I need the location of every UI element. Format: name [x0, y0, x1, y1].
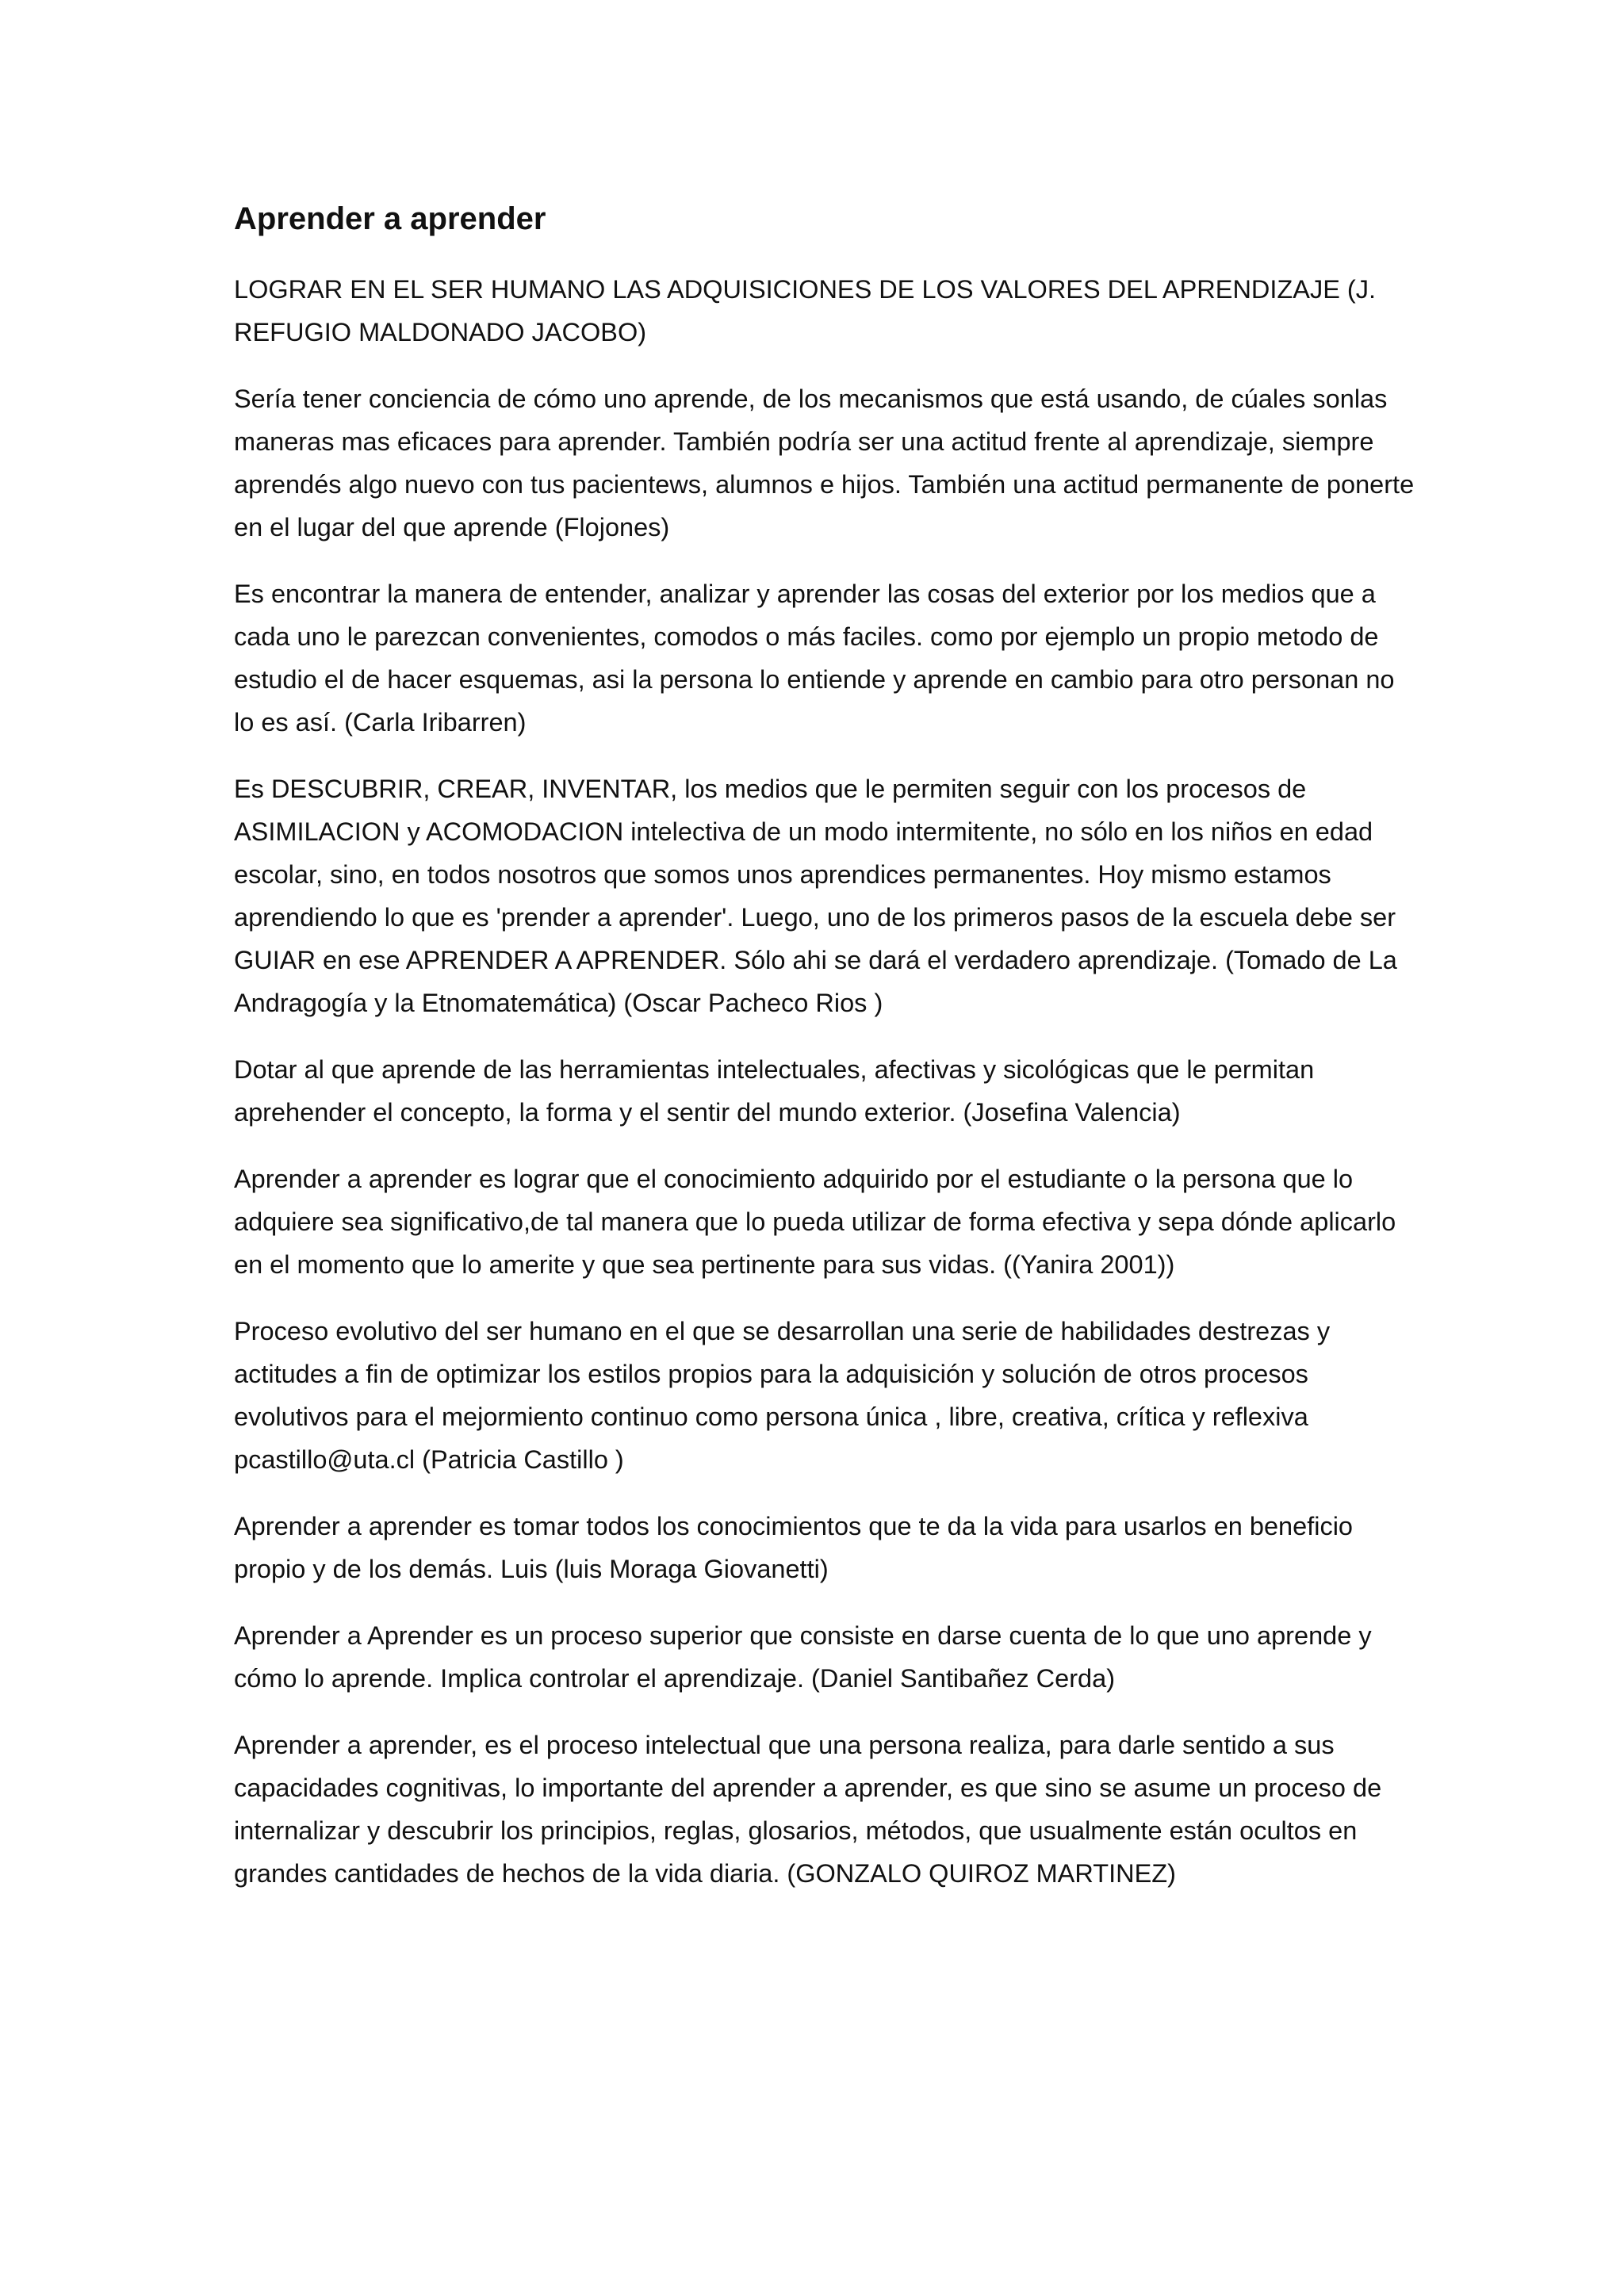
paragraph-6: Aprender a aprender es lograr que el conocimiento adquirido por el estudiante o la persona que lo adquiere sea significativo,de tal manera que lo pueda utilizar de forma efectiva y sepa dónde aplicarlo en el momento que lo amerite y que sea pertinente para sus vidas. ((Yanira 2001)): [234, 1165, 1396, 1279]
paragraph-9: Aprender a Aprender es un proceso superior que consiste en darse cuenta de lo que uno aprende y cómo lo aprende. Implica controlar el aprendizaje. (Daniel Santibañez Cerda): [234, 1621, 1372, 1693]
document-body: [234, 197, 1415, 1919]
paragraph-10: Aprender a aprender, es el proceso intelectual que una persona realiza, para darle sentido a sus capacidades cognitivas, lo importante del aprender a aprender, es que sino se asume un proceso de internalizar y descubrir los principios, reglas, glosarios, métodos, que usualmente están ocultos en grandes cantidades de hechos de la vida diaria. (GONZALO QUIROZ MARTINEZ): [234, 1731, 1382, 1888]
paragraph-5: Dotar al que aprende de las herramientas intelectuales, afectivas y sicológicas que le permitan aprehender el concepto, la forma y el sentir del mundo exterior. (Josefina Valencia): [234, 1055, 1315, 1127]
paragraph-4: Es DESCUBRIR, CREAR, INVENTAR, los medios que le permiten seguir con los procesos de ASIMILACION y ACOMODACION intelectiva de un modo intermitente, no sólo en los niños en edad escolar, sino, en todos nosotros que somos unos aprendices permanentes. Hoy mismo estamos aprendiendo lo que es 'prender a aprender'. Luego, uno de los primeros pasos de la escuela debe ser GUIAR en ese APRENDER A APRENDER. Sólo ahi se dará el verdadero aprendizaje. (Tomado de La Andragogía y la Etnomatemática) (Oscar Pacheco Rios ): [234, 775, 1397, 1017]
document-title: Aprender a aprender: [234, 201, 546, 236]
paragraph-3: Es encontrar la manera de entender, analizar y aprender las cosas del exterior por los medios que a cada uno le parezcan convenientes, comodos o más faciles. como por ejemplo un propio metodo de estudio el de hacer esquemas, asi la persona lo entiende y aprende en cambio para otro personan no lo es así. (Carla Iribarren): [234, 580, 1395, 737]
paragraph-8: Aprender a aprender es tomar todos los conocimientos que te da la vida para usarlos en beneficio propio y de los demás. Luis (luis Moraga Giovanetti): [234, 1512, 1353, 1583]
paragraph-7: Proceso evolutivo del ser humano en el que se desarrollan una serie de habilidades destrezas y actitudes a fin de optimizar los estilos propios para la adquisición y solución de otros procesos evolutivos para el mejormiento continuo como persona única , libre, creativa, crítica y reflexiva pcastillo@uta.cl (Patricia Castillo ): [234, 1317, 1331, 1474]
paragraph-1: LOGRAR EN EL SER HUMANO LAS ADQUISICIONES DE LOS VALORES DEL APRENDIZAJE (J. REFUGIO MALDONADO JACOBO): [234, 275, 1376, 346]
paragraph-2: Sería tener conciencia de cómo uno aprende, de los mecanismos que está usando, de cúales sonlas maneras mas eficaces para aprender. También podría ser una actitud frente al aprendizaje, siempre aprendés algo nuevo con tus pacientews, alumnos e hijos. También una actitud permanente de ponerte en el lugar del que aprende (Flojones): [234, 385, 1415, 541]
